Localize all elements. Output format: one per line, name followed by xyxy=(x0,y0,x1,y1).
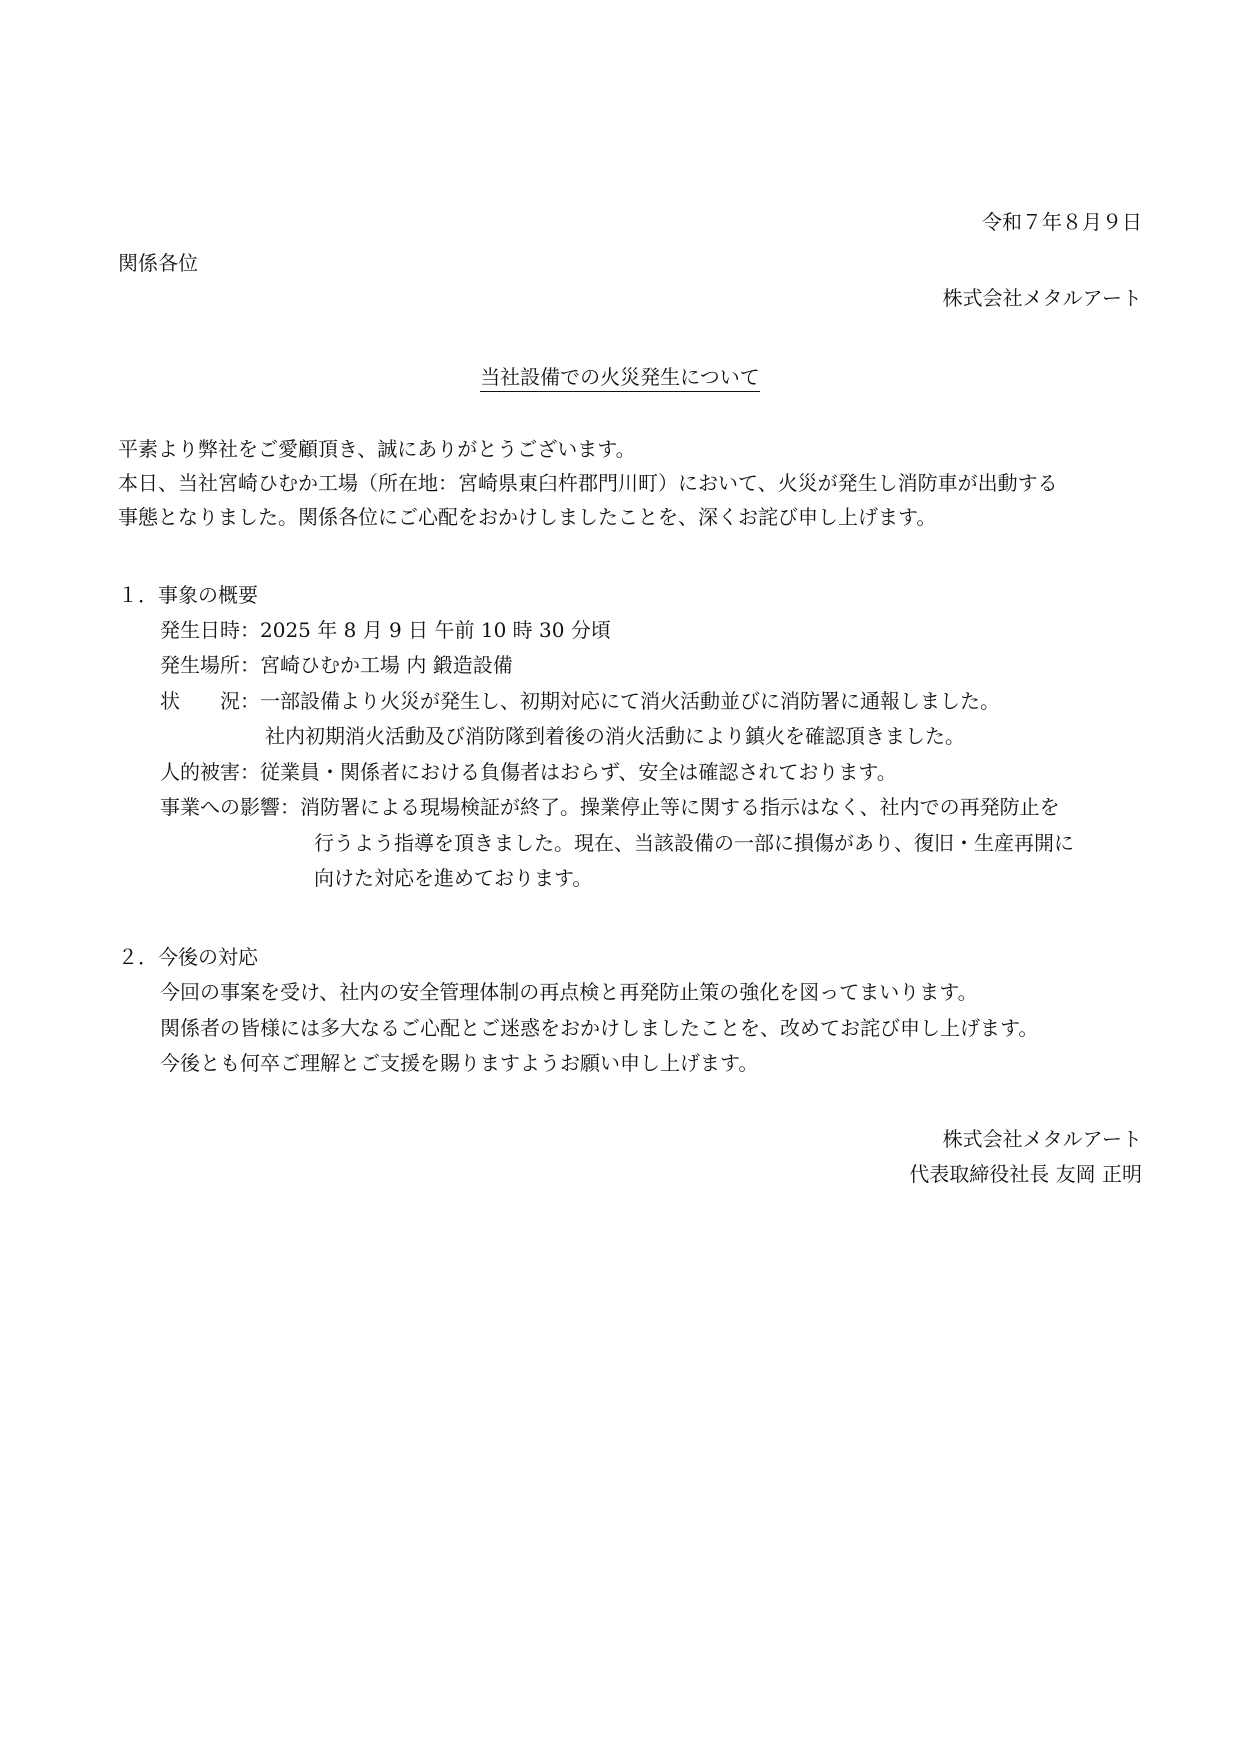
detail-label: 事業への影響： xyxy=(160,795,300,819)
detail-value: 消防署による現場検証が終了。操業停止等に関する指示はなく、社内での再発防止を xyxy=(300,795,1060,819)
section-2-heading: ２．今後の対応 xyxy=(118,945,258,969)
detail-value: 宮崎ひむか工場 内 鍛造設備 xyxy=(260,653,513,677)
intro-line-3: 事態となりました。関係各位にご心配をおかけしましたことを、深くお詫び申し上げます。 xyxy=(118,505,937,529)
detail-value-continuation: 向けた対応を進めております。 xyxy=(314,866,593,890)
detail-situation xyxy=(160,686,1000,716)
signature-company: 株式会社メタルアート xyxy=(942,1127,1142,1151)
detail-value: 従業員・関係者における負傷者はおらず、安全は確認されております。 xyxy=(260,760,897,784)
recipient: 関係各位 xyxy=(118,251,198,275)
detail-value: 2025 年 8 月 9 日 午前 10 時 30 分頃 xyxy=(260,618,611,642)
detail-casualties xyxy=(160,757,897,787)
section-2-line: 今回の事案を受け、社内の安全管理体制の再点検と再発防止策の強化を図ってまいります。 xyxy=(160,980,978,1004)
detail-label: 発生場所： xyxy=(160,653,260,677)
document-date: 令和７年８月９日 xyxy=(982,210,1142,234)
detail-value-continuation: 行うよう指導を頂きました。現在、当該設備の一部に損傷があり、復旧・生産再開に xyxy=(314,831,1074,855)
intro-line-2: 本日、当社宮崎ひむか工場（所在地：宮崎県東臼杵郡門川町）において、火災が発生し消防車が出動する xyxy=(118,471,1058,495)
signature-representative: 代表取締役社長 友岡 正明 xyxy=(909,1162,1142,1186)
detail-value-continuation: 社内初期消火活動及び消防隊到着後の消火活動により鎮火を確認頂きました。 xyxy=(265,724,965,748)
detail-label: 発生日時： xyxy=(160,618,260,642)
detail-business-impact xyxy=(160,792,1060,822)
sender-company: 株式会社メタルアート xyxy=(942,286,1142,310)
section-2-line: 今後とも何卒ご理解とご支援を賜りますようお願い申し上げます。 xyxy=(160,1051,759,1075)
section-1-heading: １．事象の概要 xyxy=(118,583,258,607)
detail-label: 人的被害： xyxy=(160,760,260,784)
detail-label: 状 況： xyxy=(160,689,260,713)
section-2-line: 関係者の皆様には多大なるご心配とご迷惑をおかけしましたことを、改めてお詫び申し上げます。 xyxy=(160,1016,1039,1040)
document-title: 当社設備での火災発生について xyxy=(0,362,1240,392)
detail-value: 一部設備より火災が発生し、初期対応にて消火活動並びに消防署に通報しました。 xyxy=(260,689,1000,713)
intro-line-1: 平素より弊社をご愛顧頂き、誠にありがとうございます。 xyxy=(118,437,636,461)
detail-datetime xyxy=(160,615,611,645)
detail-location xyxy=(160,650,513,680)
